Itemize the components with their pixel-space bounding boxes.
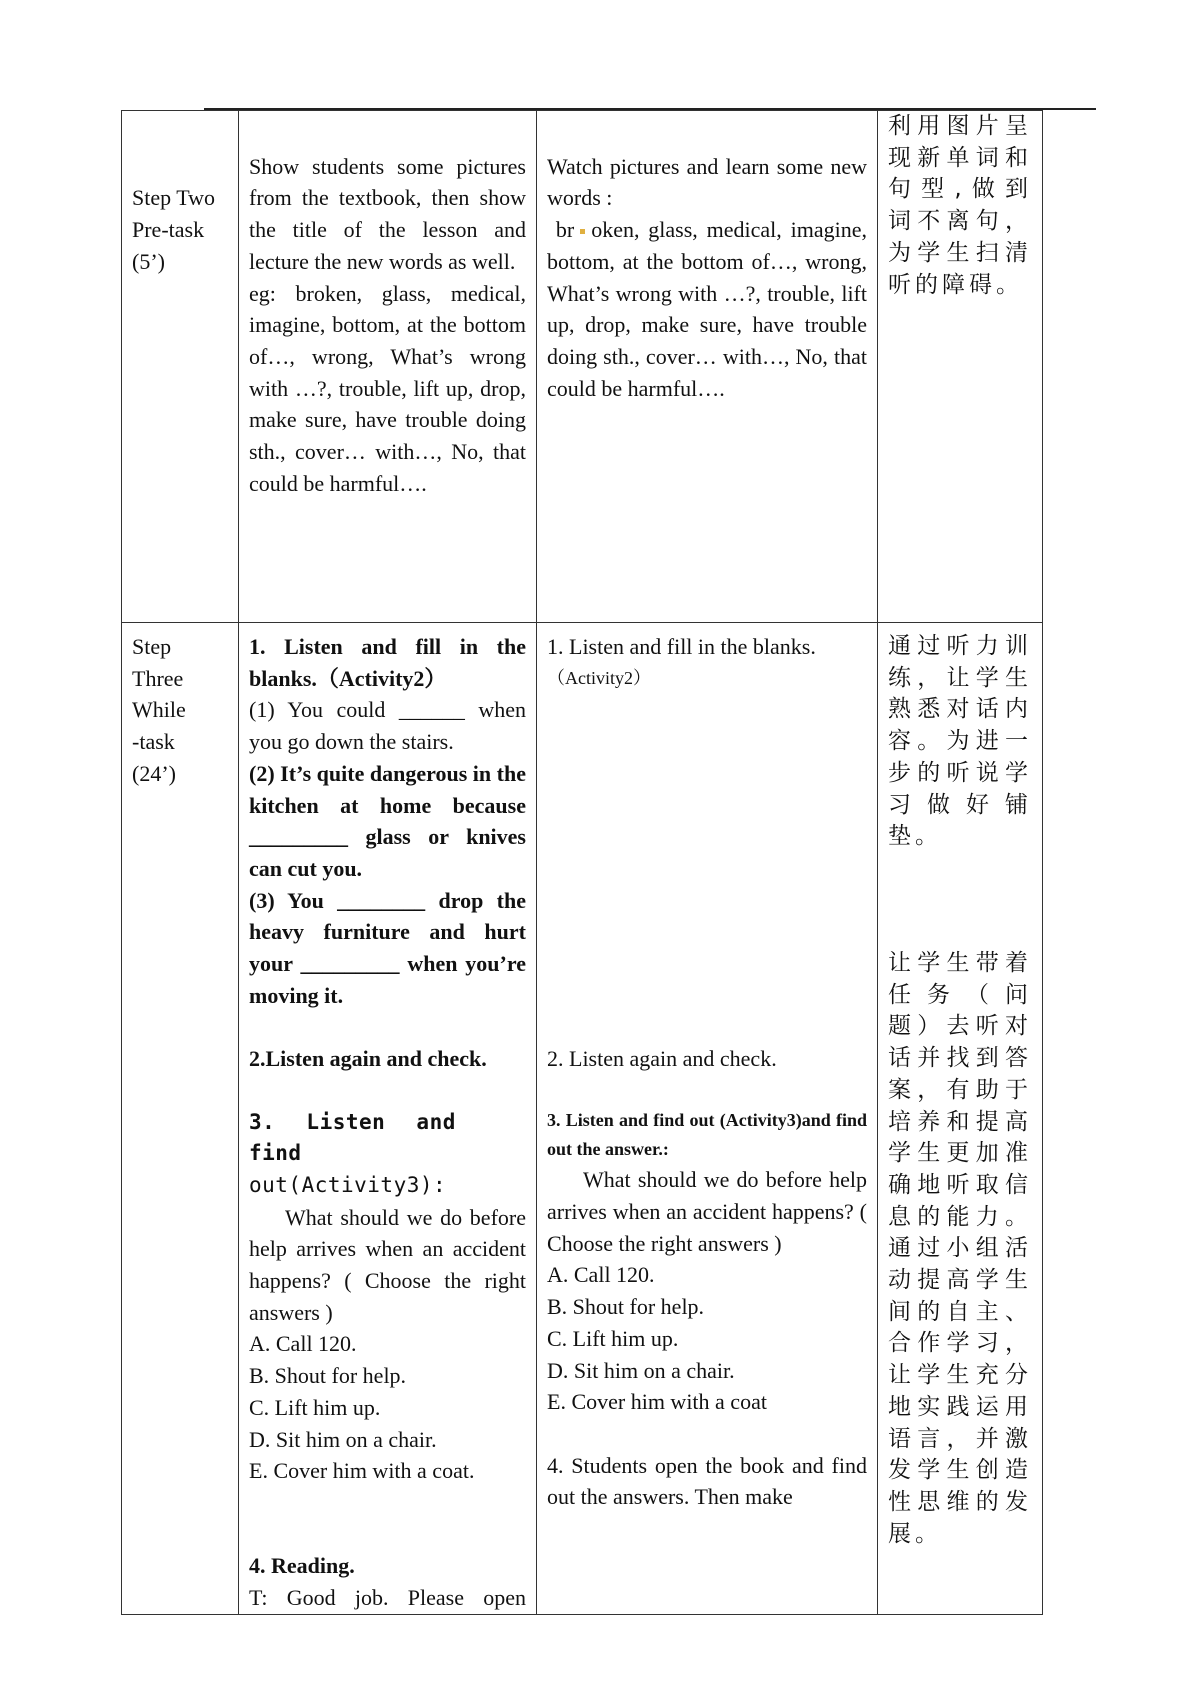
option-d: D. Sit him on a chair. (249, 1426, 437, 1452)
listen2-title: 2.Listen again and check. (249, 1046, 487, 1072)
student-listen1-sub: （Activity2） (547, 667, 651, 688)
student-question: What should we do before help arrives when an accident happens? ( Choose the right answers ) (547, 1167, 867, 1256)
step-label: Step Two (132, 185, 216, 211)
step-number: Three (132, 665, 184, 691)
teacher-activity-cell (239, 623, 537, 1615)
question-3: (3) You ________ drop the heavy furniture and hurt your _________ when you’re moving it. (249, 887, 526, 1008)
option-c: C. Lift him up. (249, 1394, 381, 1420)
step-time: (24’) (132, 760, 176, 786)
listen3-title-a: 3. Listen and find (249, 1109, 456, 1166)
student-activity-cell (537, 623, 878, 1615)
step-time: (5’) (132, 248, 165, 274)
student-words (547, 214, 867, 404)
step-three-label-cell (122, 623, 239, 1615)
student-words-a: br (555, 217, 575, 243)
purpose-cell (878, 623, 1043, 1615)
purpose-text-b: 让学生带着任务（问题）去听对话并找到答案，有助于培养和提高学生更加准确地听取信息的能力。通过小组活动提高学生间的自主、合作学习，让学生充分地实践运用语言，并激发学生创造性思维的发展。 (888, 949, 1032, 1547)
lesson-plan-table (121, 110, 1043, 1615)
purpose-cell (878, 111, 1043, 623)
teacher-intro: Show students some pictures from the textbook, then show the title of the lesson and lecture the new words as well. (249, 153, 526, 274)
option-a: A. Call 120. (249, 1331, 357, 1357)
step-phase: Pre-task (132, 217, 205, 243)
question-2: (2) It’s quite dangerous in the kitchen at home because _________ glass or knives can cut you. (249, 760, 526, 881)
step-label: Step (132, 634, 172, 659)
purpose-text: 利用图片呈现新单词和句型,做到词不离句，为学生扫清听的障碍。 (888, 113, 1032, 298)
student-words-b: oken, glass, medical, imagine, bottom, at the bottom of…, wrong, What’s wrong with …?, trouble, lift up, drop, make sure, have trouble doing sth., cover… with…, No, that could be harmful…. (547, 217, 868, 401)
student-option-b: B. Shout for help. (547, 1294, 705, 1320)
question-1: (1) You could ______ when you go down the stairs. (249, 697, 526, 755)
teacher-examples: eg: broken, glass, medical, imagine, bottom, at the bottom of…, wrong, What’s wrong with …?, trouble, lift up, drop, make sure, have trouble doing sth., cover… with…, No, that could be harmful…. (249, 280, 526, 496)
student-reading: 4. Students open the book and find out the answers. Then make (547, 1452, 867, 1510)
student-listen1: 1. Listen and fill in the blanks. (547, 634, 816, 659)
step-phase-b: -task (132, 729, 175, 755)
student-listen3: 3. Listen and find out (Activity3)and find out the answer.: (547, 1110, 867, 1160)
reading-title: 4. Reading. (249, 1553, 355, 1579)
listen3-title-b: out(Activity3): (249, 1172, 447, 1197)
reading-text: T: Good job. Please open (249, 1585, 526, 1611)
student-option-d: D. Sit him on a chair. (547, 1357, 735, 1383)
step-phase-a: While (132, 697, 186, 723)
student-listen2: 2. Listen again and check. (547, 1045, 777, 1071)
student-option-c: C. Lift him up. (547, 1325, 679, 1351)
option-b: B. Shout for help. (249, 1363, 407, 1389)
purpose-text-a: 通过听力训练，让学生熟悉对话内容。为进一步的听说学习做好铺垫。 (888, 633, 1032, 850)
student-intro: Watch pictures and learn some new words : (547, 153, 867, 211)
student-option-e: E. Cover him with a coat (547, 1389, 767, 1415)
step-two-row (122, 111, 1043, 623)
student-option-a: A. Call 120. (547, 1262, 655, 1288)
student-activity-cell (537, 111, 878, 623)
option-e: E. Cover him with a coat. (249, 1458, 475, 1484)
step-three-row (122, 623, 1043, 1615)
stray-mark (580, 229, 585, 234)
step-two-label-cell (122, 111, 239, 623)
teacher-activity-cell (239, 111, 537, 623)
teacher-question: What should we do before help arrives when an accident happens? ( Choose the right answers ) (249, 1204, 526, 1325)
listen1-title: 1. Listen and fill in the blanks.（Activity2） (249, 634, 526, 691)
